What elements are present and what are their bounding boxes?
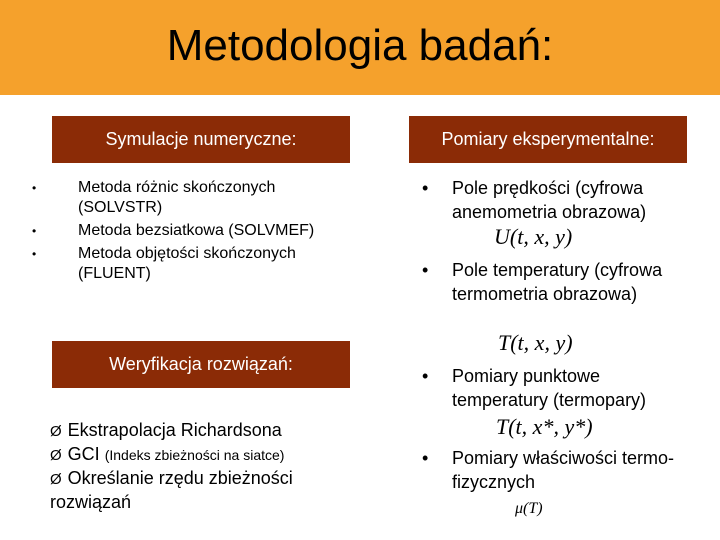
simulation-header: Symulacje numeryczne:	[105, 129, 297, 149]
experimental-item-point-temperature	[422, 364, 692, 412]
list-item	[50, 419, 350, 443]
list-item	[24, 178, 354, 218]
experimental-item-label: Pole prędkości (cyfrowa anemometria obrazowa)	[452, 178, 647, 222]
bullet-icon: •	[32, 181, 37, 195]
simulation-list	[24, 178, 354, 287]
verification-item-2-note: (Indeks zbieżności na siatce)	[104, 447, 285, 463]
experimental-header: Pomiary eksperymentalne:	[441, 129, 655, 149]
simulation-item-1: Metoda różnic skończonych (SOLVSTR)	[78, 179, 276, 216]
experimental-item-label: Pomiary punktowe temperatury (termopary)	[452, 366, 647, 410]
bullet-icon: •	[422, 260, 429, 280]
verification-header-box	[52, 341, 350, 388]
experimental-item-velocity	[422, 176, 692, 224]
formula-properties: μ(T)	[515, 500, 543, 517]
arrow-bullet-icon: Ø	[50, 471, 62, 488]
arrow-bullet-icon: Ø	[50, 447, 62, 464]
list-item	[50, 467, 350, 513]
verification-list	[50, 419, 350, 513]
simulation-header-box	[52, 116, 350, 163]
experimental-item-properties	[422, 446, 692, 494]
page-title: Metodologia badań:	[166, 21, 554, 70]
simulation-item-3: Metoda objętości skończonych (FLUENT)	[78, 245, 296, 282]
experimental-item-label: Pole temperatury (cyfrowa termometria obrazowa)	[452, 260, 663, 304]
verification-item-1: Ekstrapolacja Richardsona	[67, 420, 282, 440]
bullet-icon: •	[422, 178, 429, 198]
formula-velocity: U(t, x, y)	[494, 224, 573, 249]
bullet-icon: •	[32, 247, 37, 261]
list-item	[24, 244, 354, 284]
experimental-header-box	[409, 116, 687, 163]
formula-point-temperature: T(t, x*, y*)	[496, 414, 593, 439]
list-item	[24, 221, 354, 241]
formula-temperature-field: T(t, x, y)	[498, 330, 573, 355]
list-item	[50, 443, 350, 467]
verification-header: Weryfikacja rozwiązań:	[109, 354, 293, 374]
simulation-item-2: Metoda bezsiatkowa (SOLVMEF)	[78, 222, 315, 239]
arrow-bullet-icon: Ø	[50, 423, 62, 440]
verification-item-2: GCI	[67, 444, 100, 464]
bullet-icon: •	[422, 448, 429, 468]
bullet-icon: •	[422, 366, 429, 386]
experimental-item-label: Pomiary właściwości termo-fizycznych	[452, 448, 675, 492]
experimental-item-temperature-field	[422, 258, 692, 306]
bullet-icon: •	[32, 224, 37, 238]
verification-item-3: Określanie rzędu zbieżności rozwiązań	[50, 468, 293, 512]
